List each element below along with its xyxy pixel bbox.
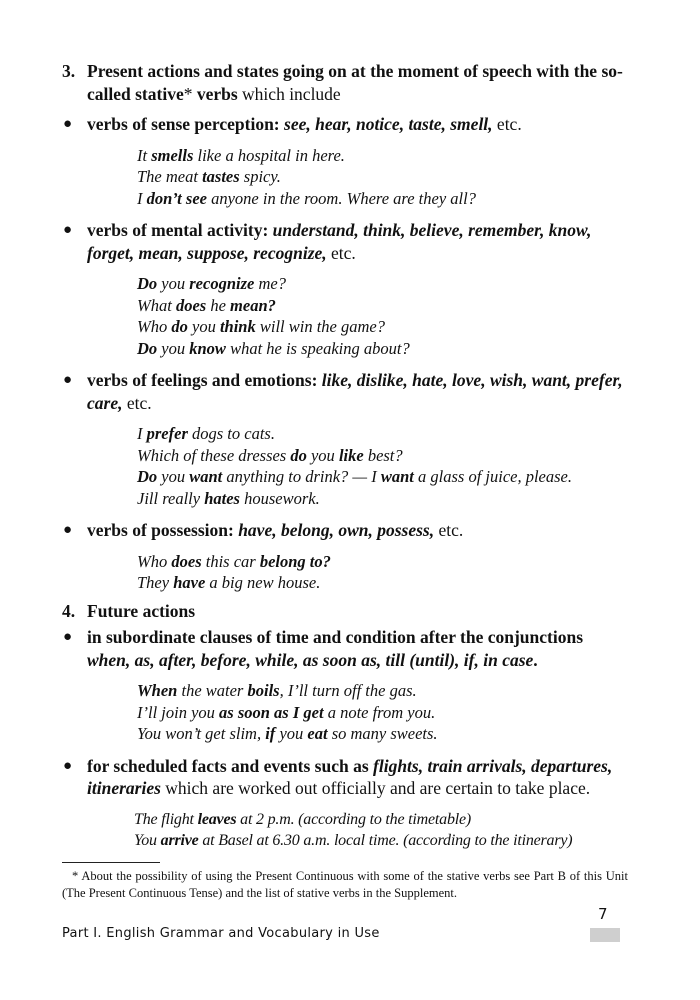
bullet-subordinate-clauses: ● in subordinate clauses of time and condition after the conjunctions when, as, after, before, while, as soon as, till (until), if, in case. xyxy=(63,627,584,670)
footnote: * About the possibility of using the Present Continuous with some of the stative verbs see Part B of this Unit (The Present Continuous Tense) and the list of stative verbs in the Supplement. xyxy=(62,869,628,900)
examples-sense xyxy=(137,145,628,210)
example-line: Do you know what he is speaking about? xyxy=(137,338,410,358)
section-3-heading: 3. Present actions and states going on at the moment of speech with the so-called stative* verbs which include xyxy=(62,61,623,104)
section-4-heading: 4. Future actions xyxy=(62,600,196,621)
example-line: The meat tastes spicy. xyxy=(137,167,281,186)
bullet-scheduled-events: ● for scheduled facts and events such as flights, train arrivals, departures, itineraries which are worked out officially and are certain to take place. xyxy=(63,755,613,798)
example-line: When the water boils, I’ll turn off the gas. xyxy=(137,681,417,700)
examples-scheduled xyxy=(134,809,628,852)
example-line: I don’t see anyone in the room. Where are they all? xyxy=(137,188,476,208)
example-line: The flight leaves at 2 p.m. (according to the timetable) xyxy=(134,810,472,828)
example-line: You won’t get slim, if you eat so many sweets. xyxy=(137,724,438,743)
examples-feelings xyxy=(137,423,628,509)
bullet-icon: ● xyxy=(63,116,73,132)
bullet-possession: ● verbs of possession: have, belong, own, possess, etc. xyxy=(63,520,464,540)
footnote-divider xyxy=(62,862,160,863)
bullet-icon: ● xyxy=(63,522,73,538)
bullet-mental-activity: ● verbs of mental activity: understand, think, believe, remember, know, forget, mean, suppose, recognize, etc. xyxy=(63,220,592,263)
example-line: It smells like a hospital in here. xyxy=(137,145,345,165)
example-line: Do you recognize me? xyxy=(137,274,286,293)
examples-possession xyxy=(137,551,628,594)
bullet-icon: ● xyxy=(63,222,73,238)
running-footer: Part I. English Grammar and Vocabulary in Use xyxy=(62,926,380,941)
examples-mental xyxy=(137,273,628,359)
bullet-icon: ● xyxy=(63,757,73,774)
example-line: I’ll join you as soon as I get a note from you. xyxy=(137,702,436,722)
section-number: 4. xyxy=(62,600,76,621)
example-line: Which of these dresses do you like best? xyxy=(137,445,403,465)
examples-subordinate xyxy=(137,680,628,745)
example-line: I prefer dogs to cats. xyxy=(137,424,275,443)
example-line: Who does this car belong to? xyxy=(137,551,331,571)
bullet-icon: ● xyxy=(63,372,73,388)
bullet-sense-perception: ● verbs of sense perception: see, hear, notice, taste, smell, etc. xyxy=(63,114,522,134)
example-line: What does he mean? xyxy=(137,295,276,315)
section-number: 3. xyxy=(62,61,76,81)
page-number-box xyxy=(590,928,620,942)
example-line: Jill really hates housework. xyxy=(137,488,320,508)
main-content xyxy=(62,60,628,862)
bullet-icon: ● xyxy=(63,629,73,645)
example-line: They have a big new house. xyxy=(137,573,321,592)
page-number: 7 xyxy=(598,905,608,923)
example-line: Do you want anything to drink? — I want a glass of juice, please. xyxy=(137,467,572,486)
example-line: Who do you think will win the game? xyxy=(137,317,385,336)
bullet-feelings: ● verbs of feelings and emotions: like, dislike, hate, love, wish, want, prefer, care, etc. xyxy=(63,370,623,413)
example-line: You arrive at Basel at 6.30 a.m. local time. (according to the itinerary) xyxy=(134,832,573,849)
